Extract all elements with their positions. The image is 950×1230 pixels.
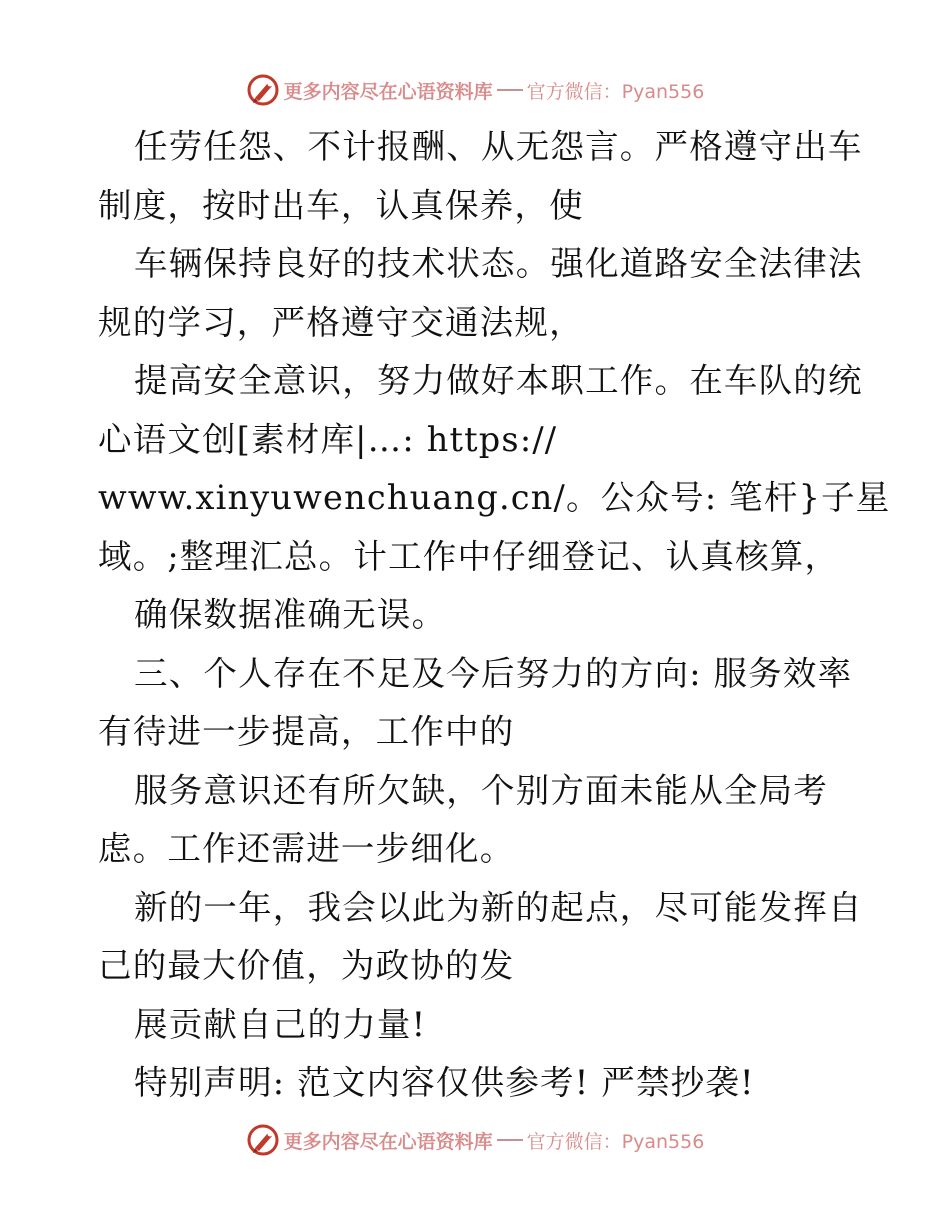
text-line: 提高安全意识，努力做好本职工作。在车队的统 xyxy=(134,361,863,400)
text-line: 服务意识还有所欠缺，个别方面未能从全局考 xyxy=(134,770,828,810)
watermark-site-text: 更多内容尽在心语资料库 xyxy=(283,80,493,103)
watermark-dash xyxy=(497,1139,523,1141)
text-line: www.xinyuwenchuang.cn/。公众号: 笔杆}子星 xyxy=(98,478,891,517)
footer-watermark xyxy=(0,1120,950,1160)
text-line: 新的一年，我会以此为新的起点，尽可能发挥自 xyxy=(134,887,863,927)
disclaimer-line: 特别声明: 范文内容仅供参考! 严禁抄袭! xyxy=(134,1063,755,1102)
text-line: 己的最大价值，为政协的发 xyxy=(98,946,515,985)
text-line: 有待进一步提高，工作中的 xyxy=(98,712,515,751)
text-line: 规的学习，严格遵守交通法规， xyxy=(98,302,584,342)
header-watermark xyxy=(0,70,950,110)
text-line: 任劳任怨、不计报酬、从无怨言。严格遵守出车 xyxy=(134,127,863,166)
text-line: 确保数据准确无误。 xyxy=(134,595,447,634)
text-line: 域。;整理汇总。计工作中仔细登记、认真核算， xyxy=(98,536,840,576)
text-line: 三、个人存在不足及今后努力的方向: 服务效率 xyxy=(134,653,853,693)
logo-pen-icon xyxy=(246,73,280,107)
watermark-dash xyxy=(497,89,523,91)
text-line: 制度，按时出车，认真保养，使 xyxy=(98,185,584,225)
logo-pen-icon xyxy=(246,1123,280,1157)
watermark-wechat-text: 官方微信：Pyan556 xyxy=(526,1130,705,1153)
watermark-site-text: 更多内容尽在心语资料库 xyxy=(283,1130,493,1153)
text-line: 车辆保持良好的技术状态。强化道路安全法律法 xyxy=(134,244,863,283)
text-line: 展贡献自己的力量! xyxy=(134,1004,427,1044)
watermark-wechat-text: 官方微信：Pyan556 xyxy=(526,80,705,103)
text-line: 心语文创[素材库|…: https:// xyxy=(98,419,558,459)
text-line: 虑。工作还需进一步细化。 xyxy=(98,829,515,868)
document-body xyxy=(98,118,891,1113)
